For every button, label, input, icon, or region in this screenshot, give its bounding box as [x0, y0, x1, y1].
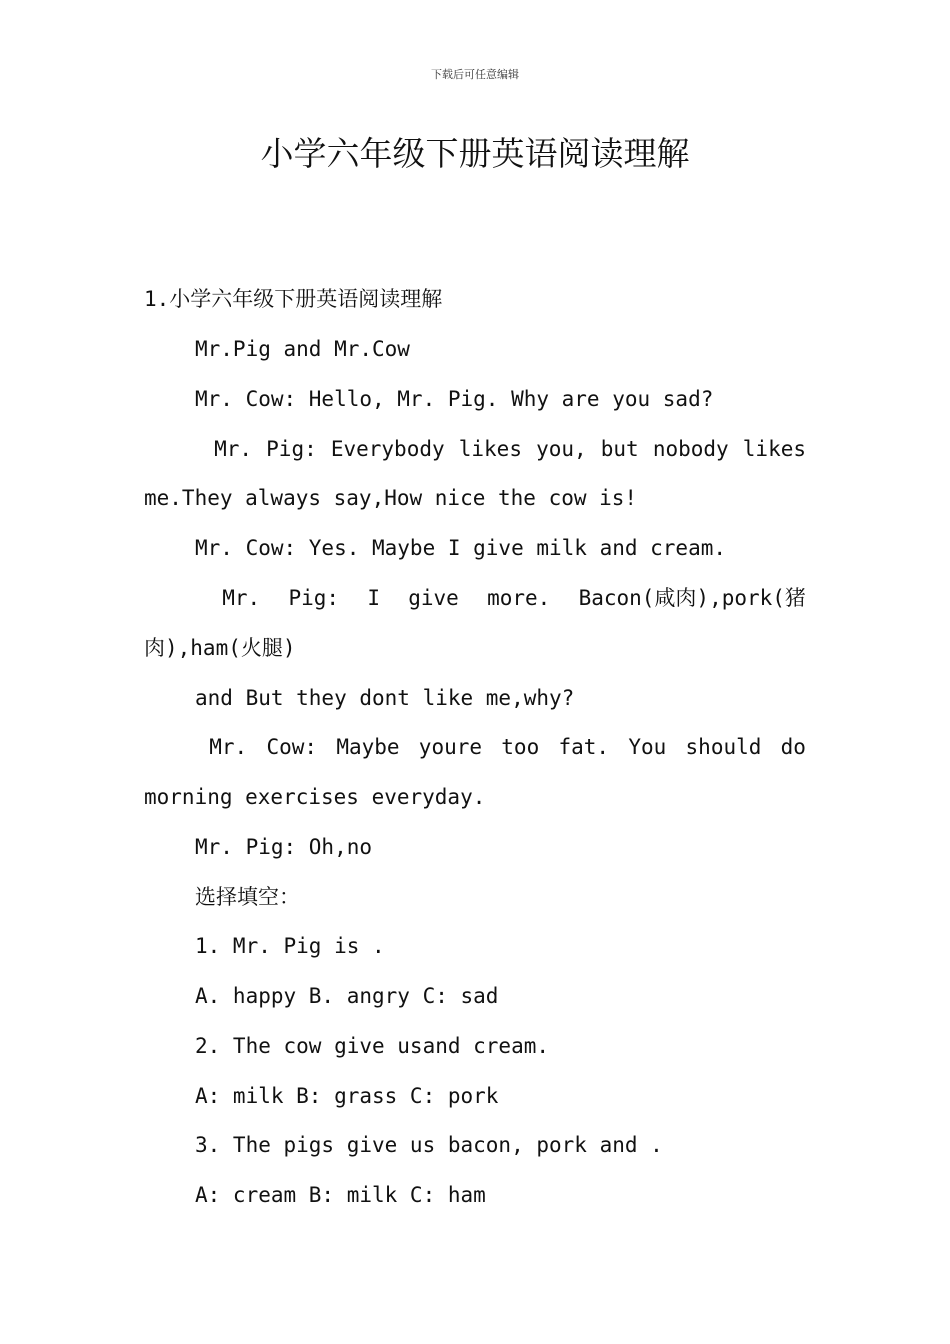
question-1: 1. Mr. Pig is . — [195, 934, 385, 958]
question-1-options: A. happy B. angry C: sad — [195, 984, 499, 1008]
word: I — [367, 586, 380, 610]
word: You — [628, 735, 667, 759]
dialogue-line-2-continued: me.They always say,How nice the cow is! — [144, 486, 638, 510]
dialogue-line-7: Mr. Pig: Oh,no — [195, 835, 373, 859]
word: Mr. — [222, 586, 261, 610]
word: too — [501, 735, 540, 759]
exercise-heading: 选择填空： — [195, 885, 300, 909]
dialogue-line-6-continued: morning exercises everyday. — [144, 785, 486, 809]
word: fat. — [558, 735, 610, 759]
word: do — [780, 735, 806, 759]
document-title: 小学六年级下册英语阅读理解 — [260, 134, 690, 173]
dialogue-line-6 — [144, 733, 806, 761]
dialogue-line-4-continued: 肉),ham(火腿) — [144, 636, 296, 660]
word: give — [408, 586, 459, 610]
word: Pig: — [266, 437, 317, 461]
dialogue-line-1: Mr. Cow: Hello, Mr. Pig. Why are you sad? — [195, 387, 714, 411]
word: Maybe — [336, 735, 400, 759]
dialogue-line-5: and But they dont like me,why? — [195, 686, 575, 710]
section-heading: 1.小学六年级下册英语阅读理解 — [144, 287, 443, 311]
page-header-note: 下载后可任意编辑 — [431, 68, 519, 81]
word: should — [685, 735, 762, 759]
word: likes — [458, 437, 522, 461]
question-3-options: A: cream B: milk C: ham — [195, 1183, 486, 1207]
story-title: Mr.Pig and Mr.Cow — [195, 337, 410, 361]
word: Mr. — [214, 437, 253, 461]
question-2-options: A: milk B: grass C: pork — [195, 1084, 499, 1108]
word: Bacon(咸肉),pork(猪 — [578, 586, 806, 610]
word: youre — [418, 735, 483, 759]
word: Everybody — [330, 437, 445, 461]
question-2: 2. The cow give usand cream. — [195, 1034, 550, 1058]
dialogue-line-2 — [144, 435, 806, 463]
word: nobody — [652, 437, 729, 461]
word: likes — [742, 437, 806, 461]
word: more. — [487, 586, 551, 610]
word: Cow: — [266, 735, 318, 759]
word: you, — [536, 437, 587, 461]
dialogue-line-4 — [144, 584, 806, 612]
dialogue-line-3: Mr. Cow: Yes. Maybe I give milk and cream. — [195, 536, 727, 560]
question-3: 3. The pigs give us bacon, pork and . — [195, 1133, 663, 1157]
word: Pig: — [288, 586, 340, 610]
word: but — [600, 437, 639, 461]
word: Mr. — [209, 735, 248, 759]
